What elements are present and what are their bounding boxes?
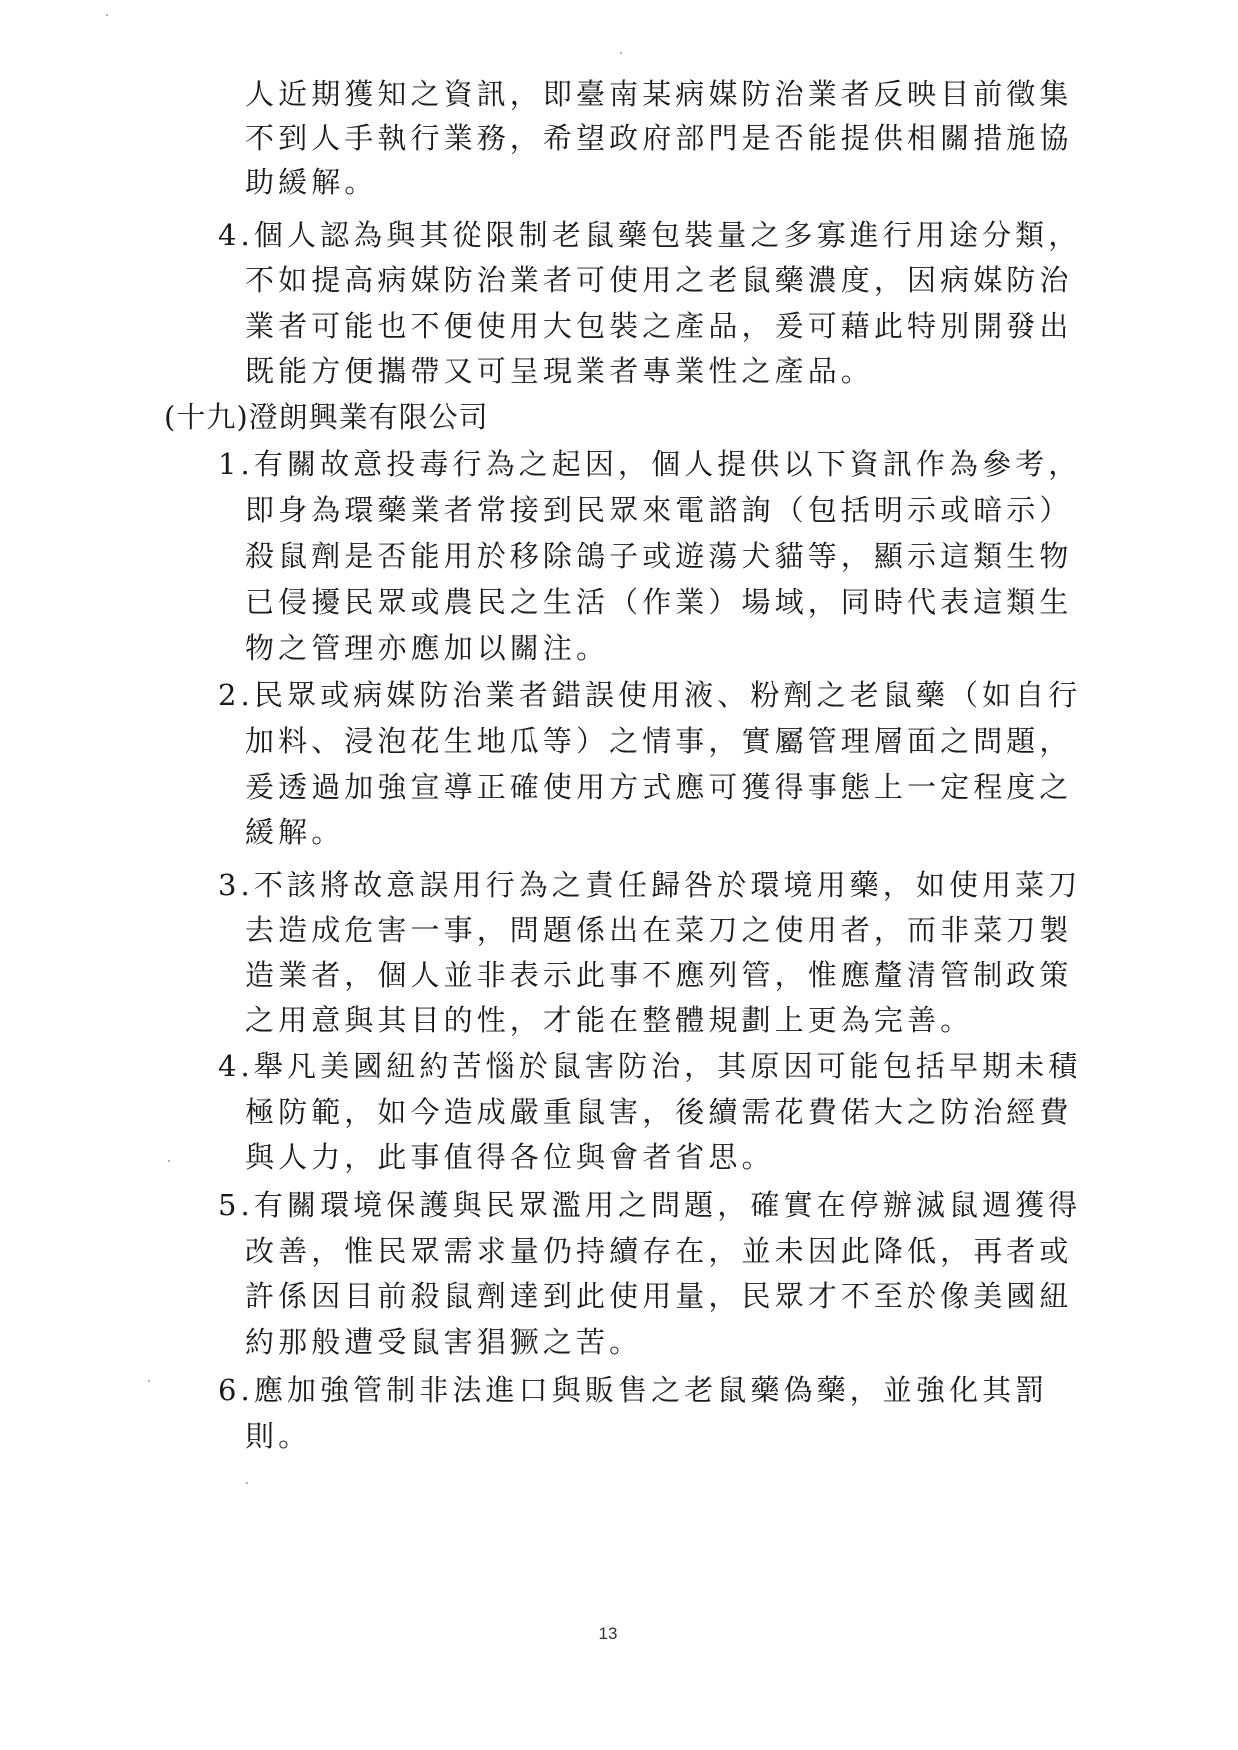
text-line: 約那般遭受鼠害猖獗之苦。 xyxy=(245,1325,643,1359)
text-line: 與人力，此事值得各位與會者省思。 xyxy=(245,1140,775,1174)
text-line: 去造成危害一事，問題係出在菜刀之使用者，而非菜刀製 xyxy=(245,913,1073,947)
text-line: 極防範，如今造成嚴重鼠害，後續需花費偌大之防治經費 xyxy=(245,1095,1073,1129)
text-line: 即身為環藥業者常接到民眾來電諮詢（包括明示或暗示） xyxy=(245,493,1073,527)
text-line: 造業者，個人並非表示此事不應列管，惟應釐清管制政策 xyxy=(245,958,1073,992)
list-item-6-line: 6.應加強管制非法進口與販售之老鼠藥偽藥，並強化其罰 xyxy=(218,1373,1049,1407)
text-line: 加料、浸泡花生地瓜等）之情事，實屬管理層面之問題， xyxy=(245,724,1073,758)
text-line: 物之管理亦應加以關注。 xyxy=(245,631,610,665)
scan-speck xyxy=(620,52,622,54)
list-item-5-line: 5.有關環境保護與民眾濫用之問題，確實在停辦滅鼠週獲得 xyxy=(218,1188,1082,1222)
scan-speck xyxy=(168,1160,170,1162)
text-line: 人近期獲知之資訊，即臺南某病媒防治業者反映目前徵集 xyxy=(245,77,1073,111)
scan-speck xyxy=(246,1482,248,1484)
text-line: 已侵擾民眾或農民之生活（作業）場域，同時代表這類生 xyxy=(245,585,1073,619)
text-line: 不到人手執行業務，希望政府部門是否能提供相關措施協 xyxy=(245,121,1073,155)
text-line: 緩解。 xyxy=(245,815,345,849)
list-item-1-line: 1.有關故意投毒行為之起因，個人提供以下資訊作為參考， xyxy=(218,447,1082,481)
text-line: 爰透過加強宣導正確使用方式應可獲得事態上一定程度之 xyxy=(245,770,1073,804)
list-item-4-line: 4.個人認為與其從限制老鼠藥包裝量之多寡進行用途分類， xyxy=(218,218,1082,252)
text-line: 既能方便攜帶又可呈現業者專業性之產品。 xyxy=(245,354,874,388)
list-item-4-line: 4.舉凡美國紐約苦惱於鼠害防治，其原因可能包括早期未積 xyxy=(218,1049,1082,1083)
text-line: 許係因目前殺鼠劑達到此使用量，民眾才不至於像美國紐 xyxy=(245,1279,1073,1313)
list-item-3-line: 3.不該將故意誤用行為之責任歸咎於環境用藥，如使用菜刀 xyxy=(218,868,1082,902)
section-heading: (十九)澄朗興業有限公司 xyxy=(164,400,489,434)
list-item-2-line: 2.民眾或病媒防治業者錯誤使用液、粉劑之老鼠藥（如自行 xyxy=(218,678,1082,712)
text-line: 則。 xyxy=(245,1419,312,1453)
text-line: 之用意與其目的性，才能在整體規劃上更為完善。 xyxy=(245,1003,974,1037)
scan-speck xyxy=(106,14,108,16)
text-line: 業者可能也不便使用大包裝之產品，爰可藉此特別開發出 xyxy=(245,309,1073,343)
page-number: 13 xyxy=(598,1624,618,1643)
text-line: 改善，惟民眾需求量仍持續存在，並未因此降低，再者或 xyxy=(245,1234,1073,1268)
text-line: 殺鼠劑是否能用於移除鴿子或遊蕩犬貓等，顯示這類生物 xyxy=(245,539,1073,573)
text-line: 不如提高病媒防治業者可使用之老鼠藥濃度，因病媒防治 xyxy=(245,263,1073,297)
text-line: 助緩解。 xyxy=(245,165,378,199)
scan-speck xyxy=(148,1380,150,1382)
